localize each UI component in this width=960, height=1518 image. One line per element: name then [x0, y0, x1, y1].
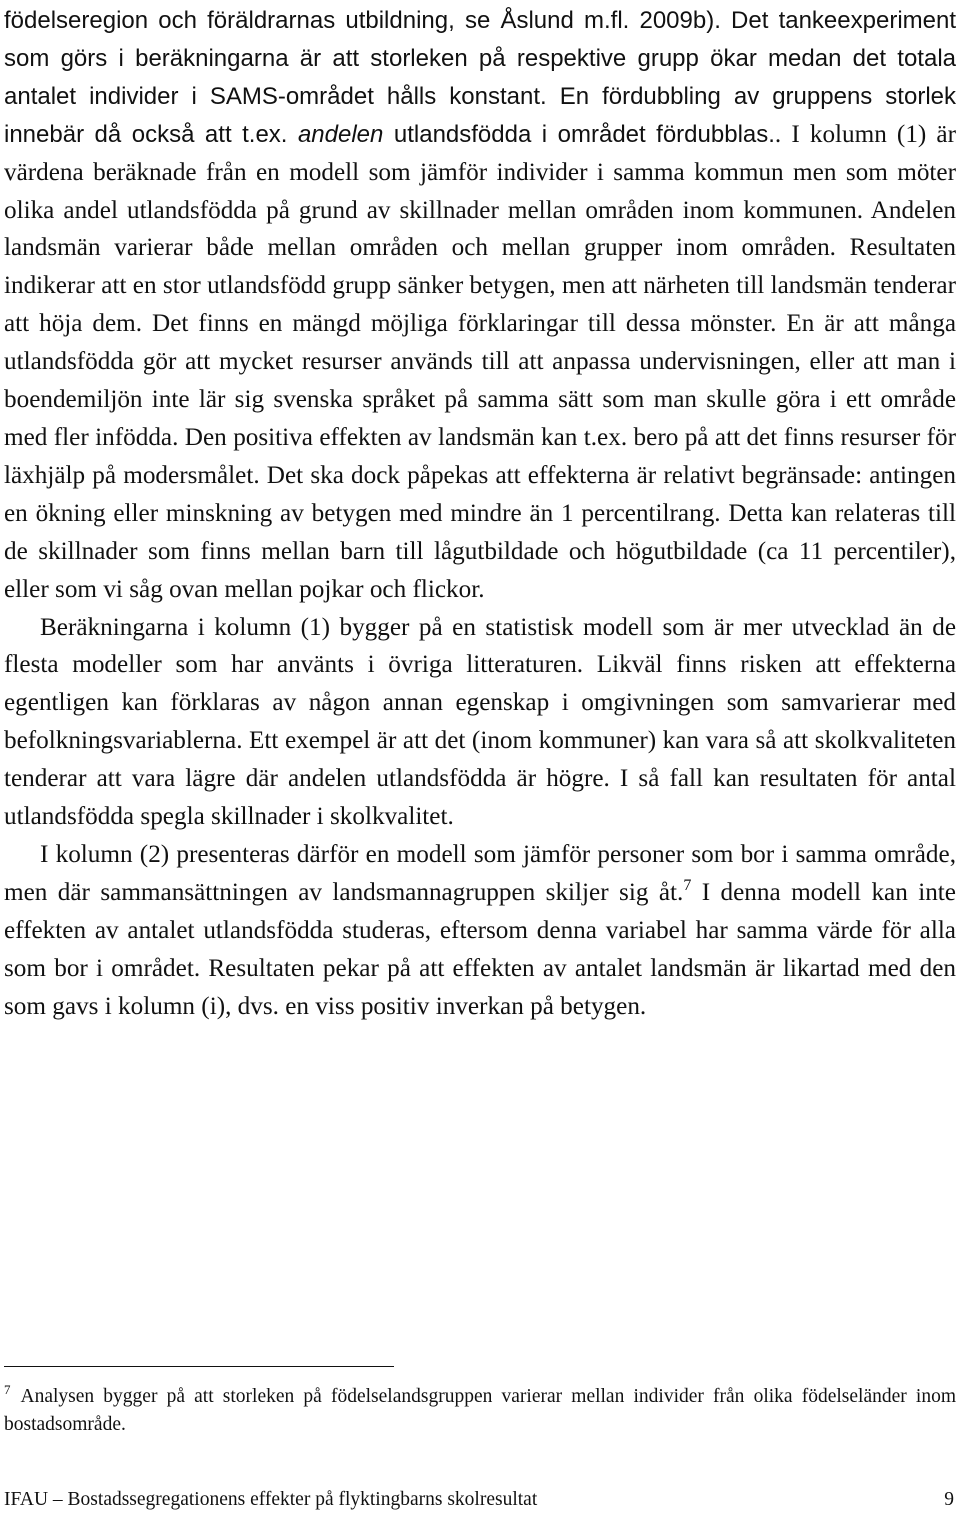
paragraph-3-text-before: I kolumn (2) presenteras därför en modell som jämför personer som bor i samma område, men där sammansättningen av landsmannagruppen skiljer sig åt. — [4, 840, 956, 906]
body-text — [4, 2, 956, 1025]
paragraph-2: Beräkningarna i kolumn (1) bygger på en statistisk modell som är mer utvecklad än de flesta modeller som har använts i övriga litteraturen. Likväl finns risken att effekterna egentligen kan förklaras av någon annan egenskap i omgivningen som samvarierar med befolkningsvariablerna. Ett exempel är att det (inom kommuner) kan vara så att skolkvaliteten tenderar att vara lägre där andelen utlandsfödda är högre. I så fall kan resultaten för antal utlandsfödda spegla skillnader i skolkvalitet. — [4, 613, 956, 831]
paragraph-1-serif-text: . I kolumn (1) är värdena beräknade från en modell som jämför individer i samma kommun men som möter olika andel utlandsfödda på grund av skillnader mellan områden inom kommunen. Andelen landsmän varierar både mellan områden och mellan grupper inom områden. Resultaten indikerar att en stor utlandsfödd grupp sänker betygen, men att närheten till landsmän tenderar att höja dem. Det finns en mängd möjliga förklaringar till dessa mönster. En är att många utlandsfödda gör att mycket resurser används till att anpassa undervisningen, eller att man i boendemiljön inte lär sig svenska språket på samma sätt som man skulle göra i ett område med fler infödda. Den positiva effekten av landsmän kan t.ex. bero på att det finns resurser för läxhjälp på modersmålet. Det ska dock påpekas att effekterna är relativt begränsade: antingen en ökning eller minskning av betygen med mindre än 1 percentilrang. Detta kan relateras till de skillnader som finns mellan barn till lågutbildade och högutbildade (ca 11 percentiler), eller som vi såg ovan mellan pojkar och flickor. — [4, 120, 956, 603]
footnote-number: 7 — [4, 1382, 11, 1397]
paragraph-3-text-after: I denna modell kan inte effekten av antalet utlandsfödda studeras, eftersom denna variabel har samma värde för alla som bor i området. Resultaten pekar på att effekten av antalet landsmän är likartad med den som gavs i kolumn (i), dvs. en viss positiv inverkan på betygen. — [4, 878, 956, 1020]
footer-title: IFAU – Bostadssegregationens effekter på flyktingbarns skolresultat — [4, 1489, 538, 1510]
paragraph-3 — [4, 836, 956, 1026]
footnote-text: Analysen bygger på att storleken på födelselandsgruppen varierar mellan individer från olika födelseländer inom bostadsområde. — [4, 1386, 956, 1435]
footnote-reference[interactable]: 7 — [683, 876, 692, 894]
emphasized-word: andelen — [297, 120, 384, 148]
page-footer — [4, 1485, 956, 1515]
page-number: 9 — [944, 1489, 954, 1510]
paragraph-1 — [4, 2, 956, 609]
paragraph-1-sans-text: födelseregion och föräldrarnas utbildning, se Åslund m.fl. 2009b). Det tankeexperiment som görs i beräkningarna är att storleken på respektive grupp ökar medan det totala antalet individer i SAMS-området hålls konstant. En fördubbling av gruppens storlek innebär då också att t.ex. — [4, 7, 956, 148]
footnote — [4, 1383, 956, 1439]
paragraph-1-sans-end: utlandsfödda i området fördubblas. — [383, 120, 775, 148]
footnote-divider — [4, 1366, 394, 1367]
